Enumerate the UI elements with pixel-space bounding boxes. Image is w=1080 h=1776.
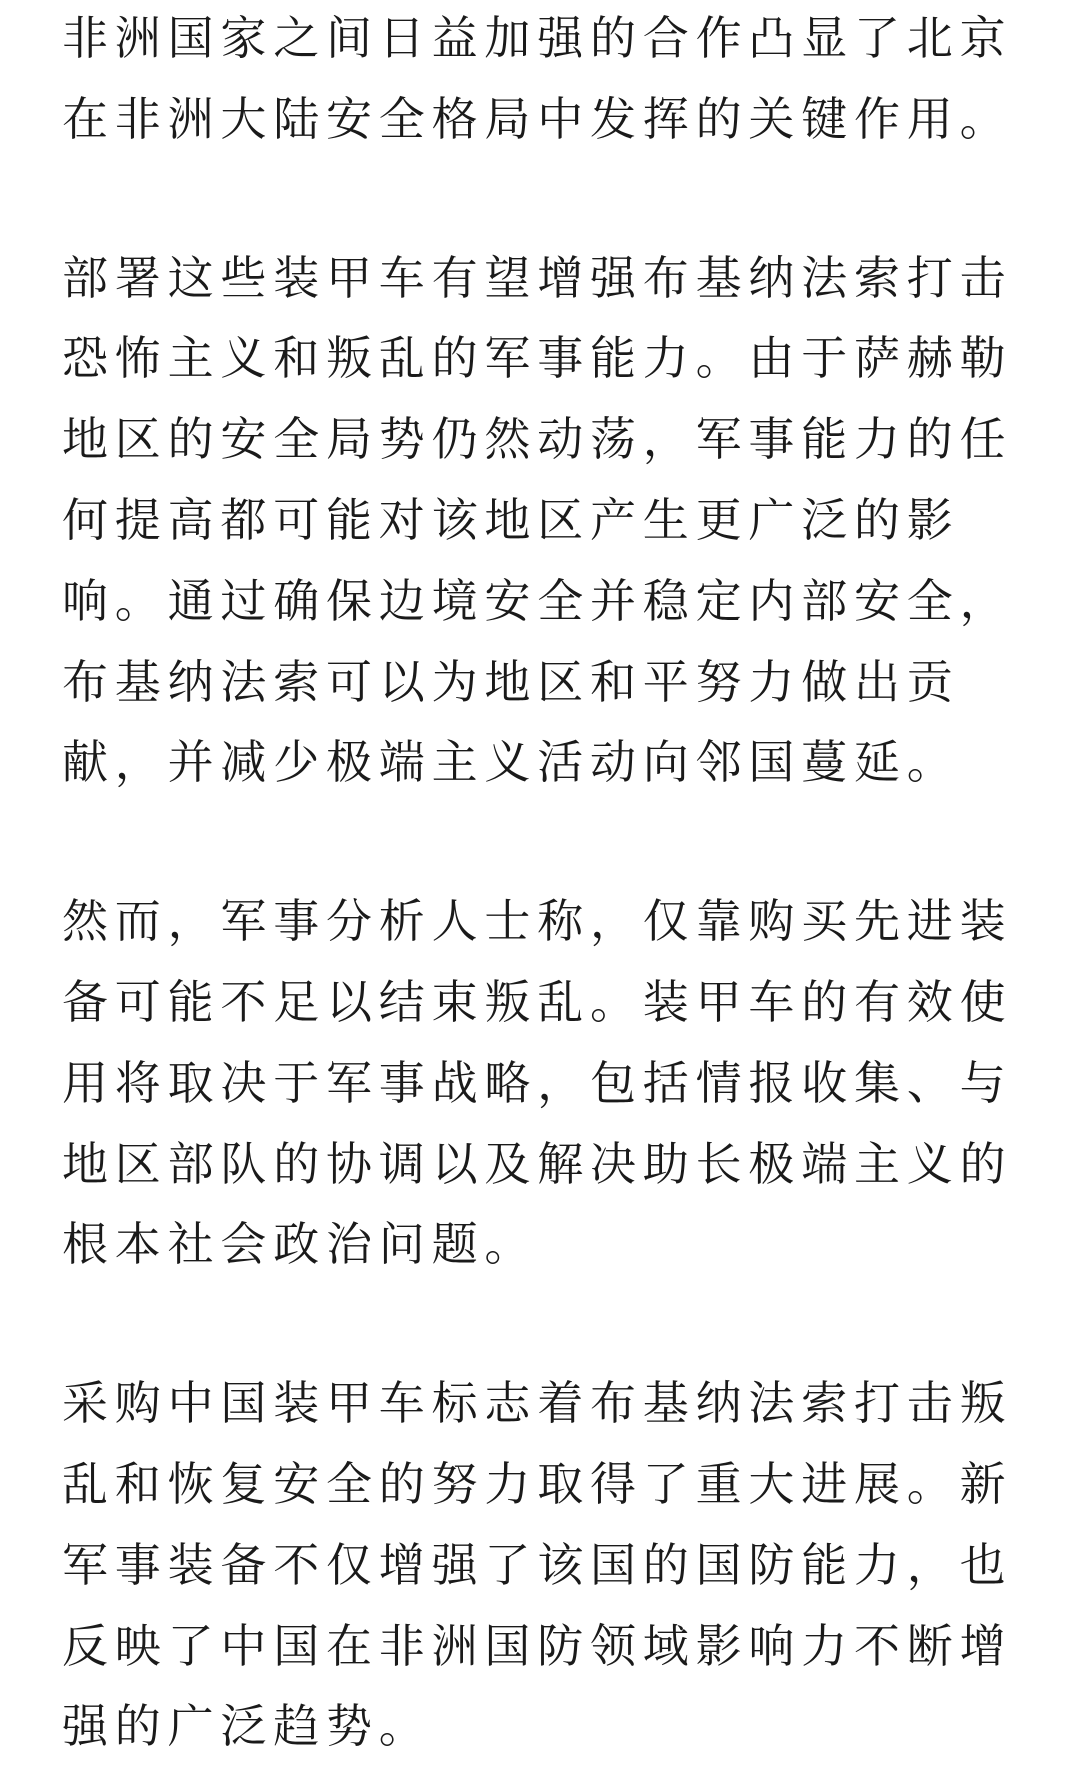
paragraph-beijing-role: 非洲国家之间日益加强的合作凸显了北京在非洲大陆安全格局中发挥的关键作用。	[62, 11, 1013, 146]
paragraph-armored-vehicles-deployment: 部署这些装甲车有望增强布基纳法索打击恐怖主义和叛乱的军事能力。由于萨赫勒地区的安全局势仍然动荡，军事能力的任何提高都可能对该地区产生更广泛的影响。通过确保边境安全并稳定内部安全，布基纳法索可以为地区和平努力做出贡献，并减少极端主义活动向邻国蔓延。	[62, 250, 1013, 790]
paragraph-analyst-views: 然而，军事分析人士称，仅靠购买先进装备可能不足以结束叛乱。装甲车的有效使用将取决于军事战略，包括情报收集、与地区部队的协调以及解决助长极端主义的根本社会政治问题。	[62, 894, 1013, 1272]
article-body	[62, 0, 1022, 1767]
paragraph-procurement-significance: 采购中国装甲车标志着布基纳法索打击叛乱和恢复安全的努力取得了重大进展。新军事装备不仅增强了该国的国防能力，也反映了中国在非洲国防领域影响力不断增强的广泛趋势。	[62, 1376, 1013, 1754]
